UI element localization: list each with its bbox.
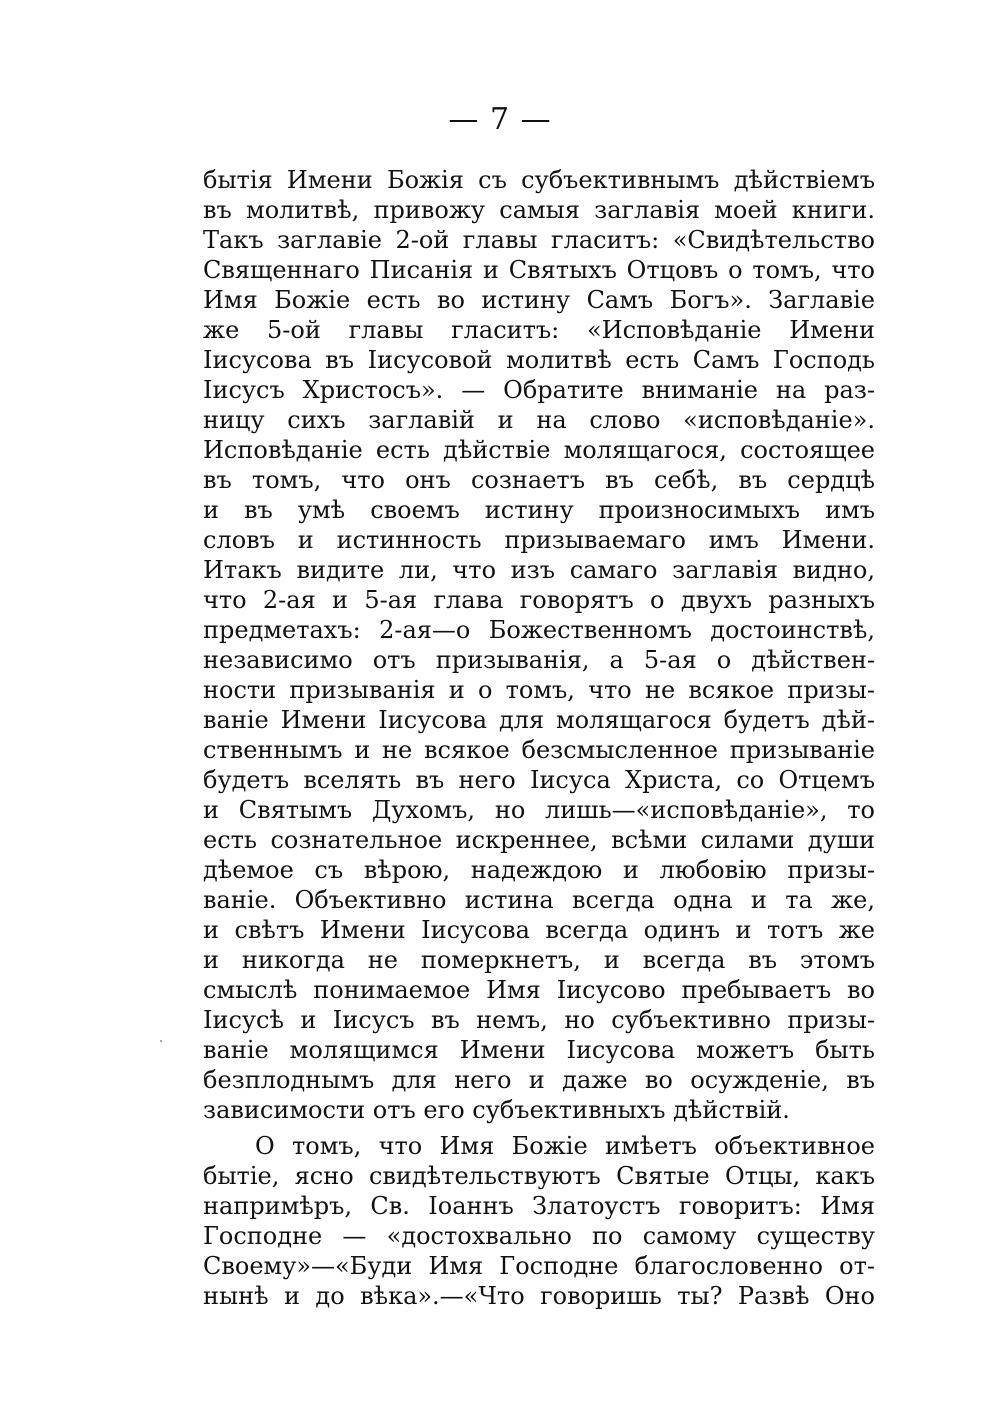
text-line: Іисусова въ Іисусовой молитвѣ есть Самъ Господь — [203, 346, 875, 374]
text-line: ницу сихъ заглавій и на слово «исповѣданіе». — [203, 406, 875, 434]
text-line: Такъ заглавіе 2-ой главы гласитъ: «Свидѣтельство — [203, 226, 875, 254]
paragraph-2 — [203, 1131, 875, 1311]
text-line: и въ умѣ своемъ истину произносимыхъ имъ — [203, 496, 875, 524]
text-line: смыслѣ понимаемое Имя Іисусово пребываетъ во — [203, 976, 875, 1004]
text-line: ваніе молящимся Имени Іисусова можетъ быть — [203, 1036, 875, 1064]
paragraph-1 — [203, 165, 875, 1125]
text-line: же 5-ой главы гласитъ: «Исповѣданіе Имени — [203, 316, 875, 344]
text-line: ваніе. Объективно истина всегда одна и та же, — [203, 886, 875, 914]
text-line: и никогда не померкнетъ, и всегда въ этомъ — [203, 946, 875, 974]
text-line: есть сознательное искреннее, всѣми силами души — [203, 826, 875, 854]
text-line: будетъ вселять въ него Іисуса Христа, со Отцемъ — [203, 766, 875, 794]
text-line: зависимости отъ его субъективныхъ дѣйствій. — [203, 1096, 790, 1124]
text-line: предметахъ: 2-ая—о Божественномъ достоинствѣ, — [203, 616, 875, 644]
text-line: Священнаго Писанія и Святыхъ Отцовъ о томъ, что — [203, 256, 875, 284]
text-line: и свѣтъ Имени Іисусова всегда одинъ и тотъ же — [203, 916, 875, 944]
text-line: Итакъ видите ли, что изъ самаго заглавія видно, — [203, 556, 875, 584]
text-line: въ томъ, что онъ сознаетъ въ себѣ, въ сердцѣ — [203, 466, 875, 494]
text-line: бытіе, ясно свидѣтельствуютъ Святые Отцы, какъ — [203, 1162, 875, 1190]
text-line: напримѣръ, Св. Іоаннъ Златоустъ говоритъ: Имя — [203, 1192, 875, 1220]
text-line: Своему»—«Буди Имя Господне благословенно от- — [203, 1252, 875, 1280]
text-line: словъ и истинность призываемаго имъ Имени. — [203, 526, 875, 554]
text-line: ности призыванія и о томъ, что не всякое призы- — [203, 676, 875, 704]
page-number: — 7 — — [448, 102, 552, 137]
text-line: и Святымъ Духомъ, но лишь—«исповѣданіе», то — [203, 796, 875, 824]
text-line: Господне — «достохвально по самому существу — [203, 1222, 875, 1250]
text-line: ственнымъ и не всякое безсмысленное призываніе — [203, 736, 875, 764]
text-line: Іисусъ Христосъ». — Обратите вниманіе на раз- — [203, 376, 875, 404]
text-line: независимо отъ призыванія, а 5-ая о дѣйствен- — [203, 646, 875, 674]
body-text — [203, 165, 875, 1311]
text-line: Имя Божіе есть во истину Самъ Богъ». Заглавіе — [203, 286, 875, 314]
text-line: дѣемое съ вѣрою, надеждою и любовію призы- — [203, 856, 875, 884]
text-line: безплоднымъ для него и даже во осужденіе, въ — [203, 1066, 875, 1094]
text-line: въ молитвѣ, привожу самыя заглавія моей книги. — [203, 196, 875, 224]
text-line: что 2-ая и 5-ая глава говорятъ о двухъ разныхъ — [203, 586, 875, 614]
margin-speck — [160, 1040, 162, 1042]
text-line: Исповѣданіе есть дѣйствіе молящагося, состоящее — [203, 436, 875, 464]
text-line: бытія Имени Божія съ субъективнымъ дѣйствіемъ — [203, 166, 875, 194]
text-line: нынѣ и до вѣка».—«Что говоришь ты? Развѣ Оно — [203, 1282, 875, 1310]
text-line: ваніе Имени Іисусова для молящагося будетъ дѣй- — [203, 706, 875, 734]
text-line: Іисусѣ и Іисусъ въ немъ, но субъективно призы- — [203, 1006, 875, 1034]
text-line: О томъ, что Имя Божіе имѣетъ объективное — [255, 1132, 875, 1160]
